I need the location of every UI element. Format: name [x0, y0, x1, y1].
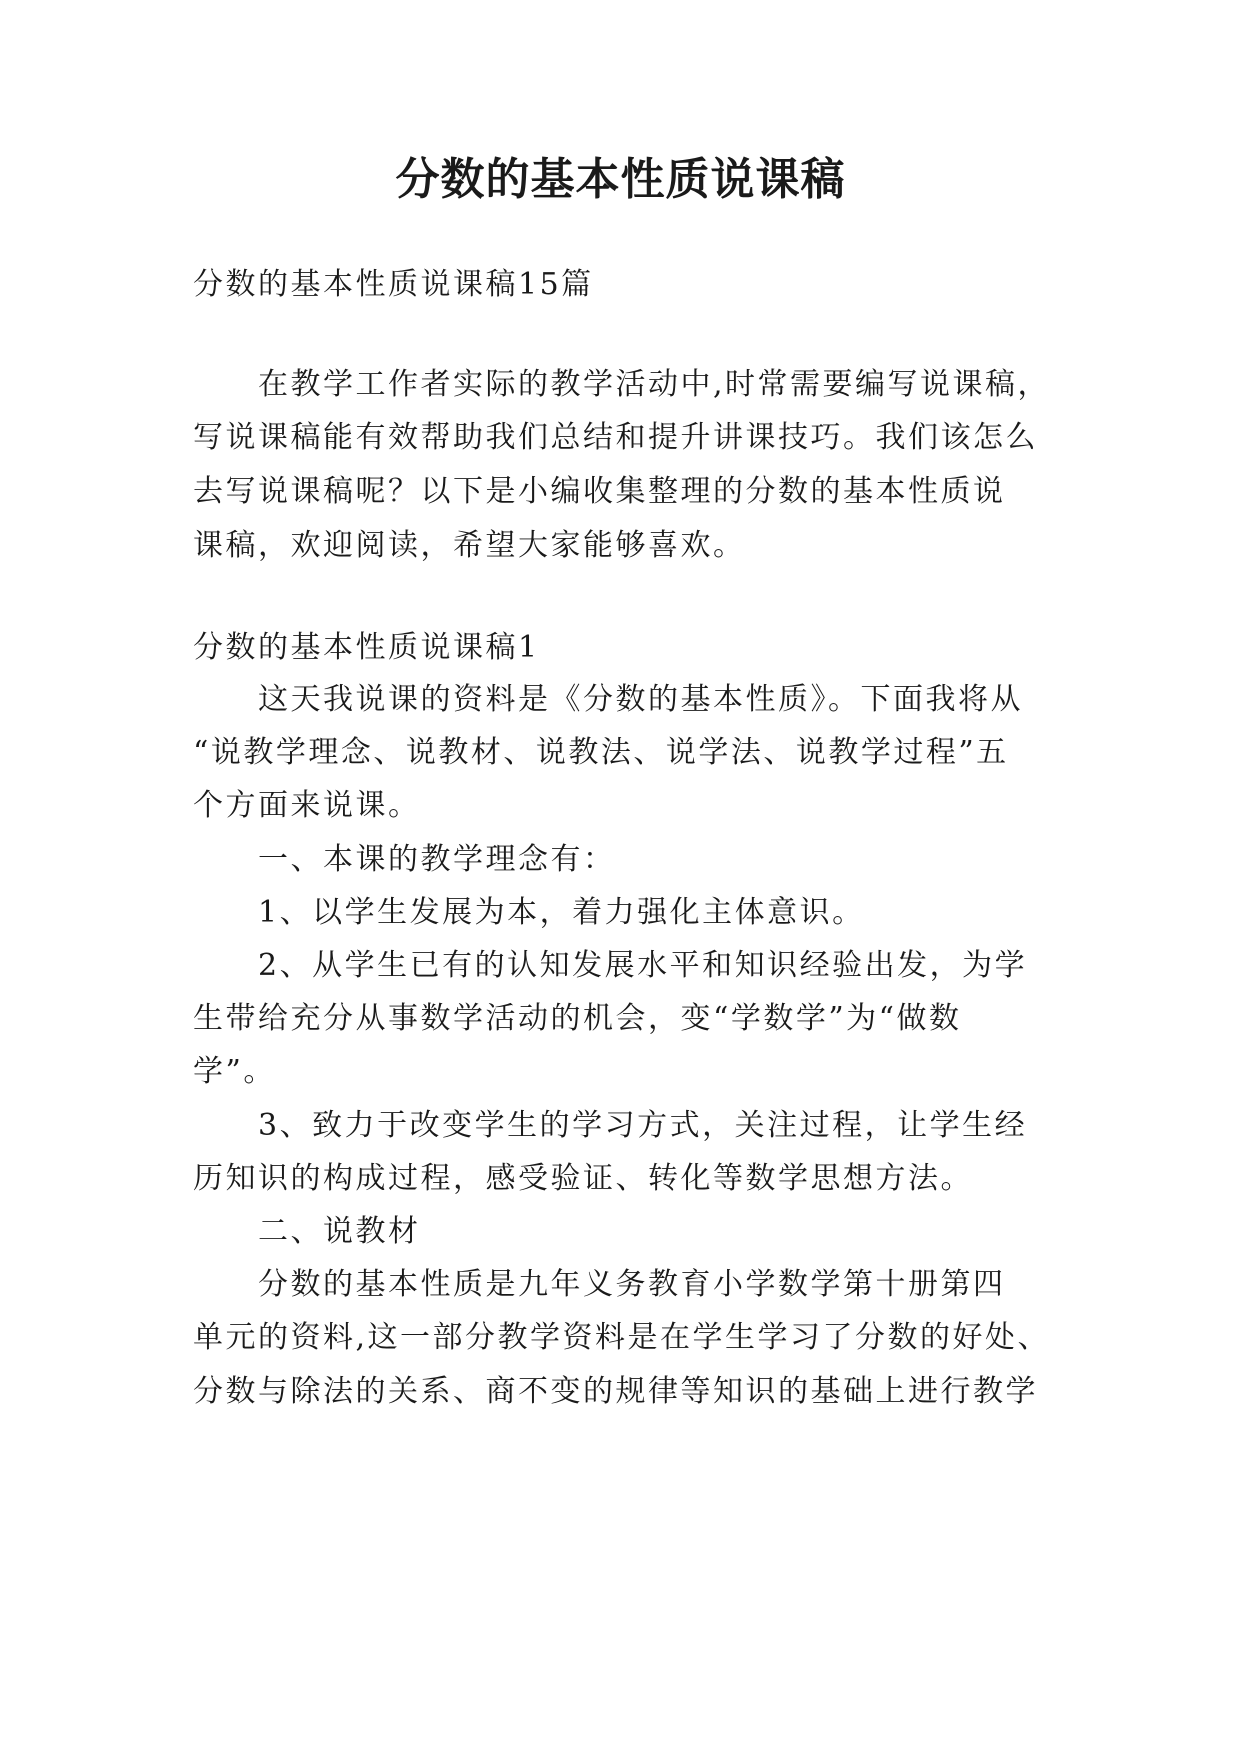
body-line: 这天我说课的资料是《分数的基本性质》。下面我将从: [258, 682, 1023, 717]
body-line: 分数的基本性质是九年义务教育小学数学第十册第四: [258, 1267, 1006, 1302]
intro-line: 去写说课稿呢？以下是小编收集整理的分数的基本性质说: [193, 474, 1006, 509]
body-line: 历知识的构成过程，感受验证、转化等数学思想方法。: [193, 1161, 973, 1196]
body-line: 2、从学生已有的认知发展水平和知识经验出发，为学: [258, 948, 1028, 983]
body-line: 一、本课的教学理念有：: [258, 842, 616, 877]
body-line: 个方面来说课。: [193, 788, 421, 823]
section-heading: 分数的基本性质说课稿1: [193, 630, 540, 665]
body-line: 学”。: [193, 1054, 276, 1089]
intro-line: 在教学工作者实际的教学活动中,时常需要编写说课稿，: [258, 367, 1051, 402]
page-title: 分数的基本性质说课稿: [395, 154, 846, 205]
body-line: 3、致力于改变学生的学习方式，关注过程，让学生经: [258, 1108, 1028, 1143]
body-line: 二、说教材: [258, 1214, 421, 1249]
body-line: “说教学理念、说教材、说教法、说学法、说教学过程”五: [193, 735, 1009, 770]
body-line: 生带给充分从事数学活动的机会，变“学数学”为“做数: [193, 1001, 962, 1036]
document-subtitle: 分数的基本性质说课稿15篇: [193, 267, 594, 302]
body-line: 分数与除法的关系、商不变的规律等知识的基础上进行教学: [193, 1374, 1038, 1409]
body-line: 单元的资料,这一部分教学资料是在学生学习了分数的好处、: [193, 1320, 1051, 1355]
body-line: 1、以学生发展为本，着力强化主体意识。: [258, 895, 865, 930]
intro-line: 写说课稿能有效帮助我们总结和提升讲课技巧。我们该怎么: [193, 420, 1038, 455]
intro-line: 课稿，欢迎阅读，希望大家能够喜欢。: [193, 528, 746, 563]
